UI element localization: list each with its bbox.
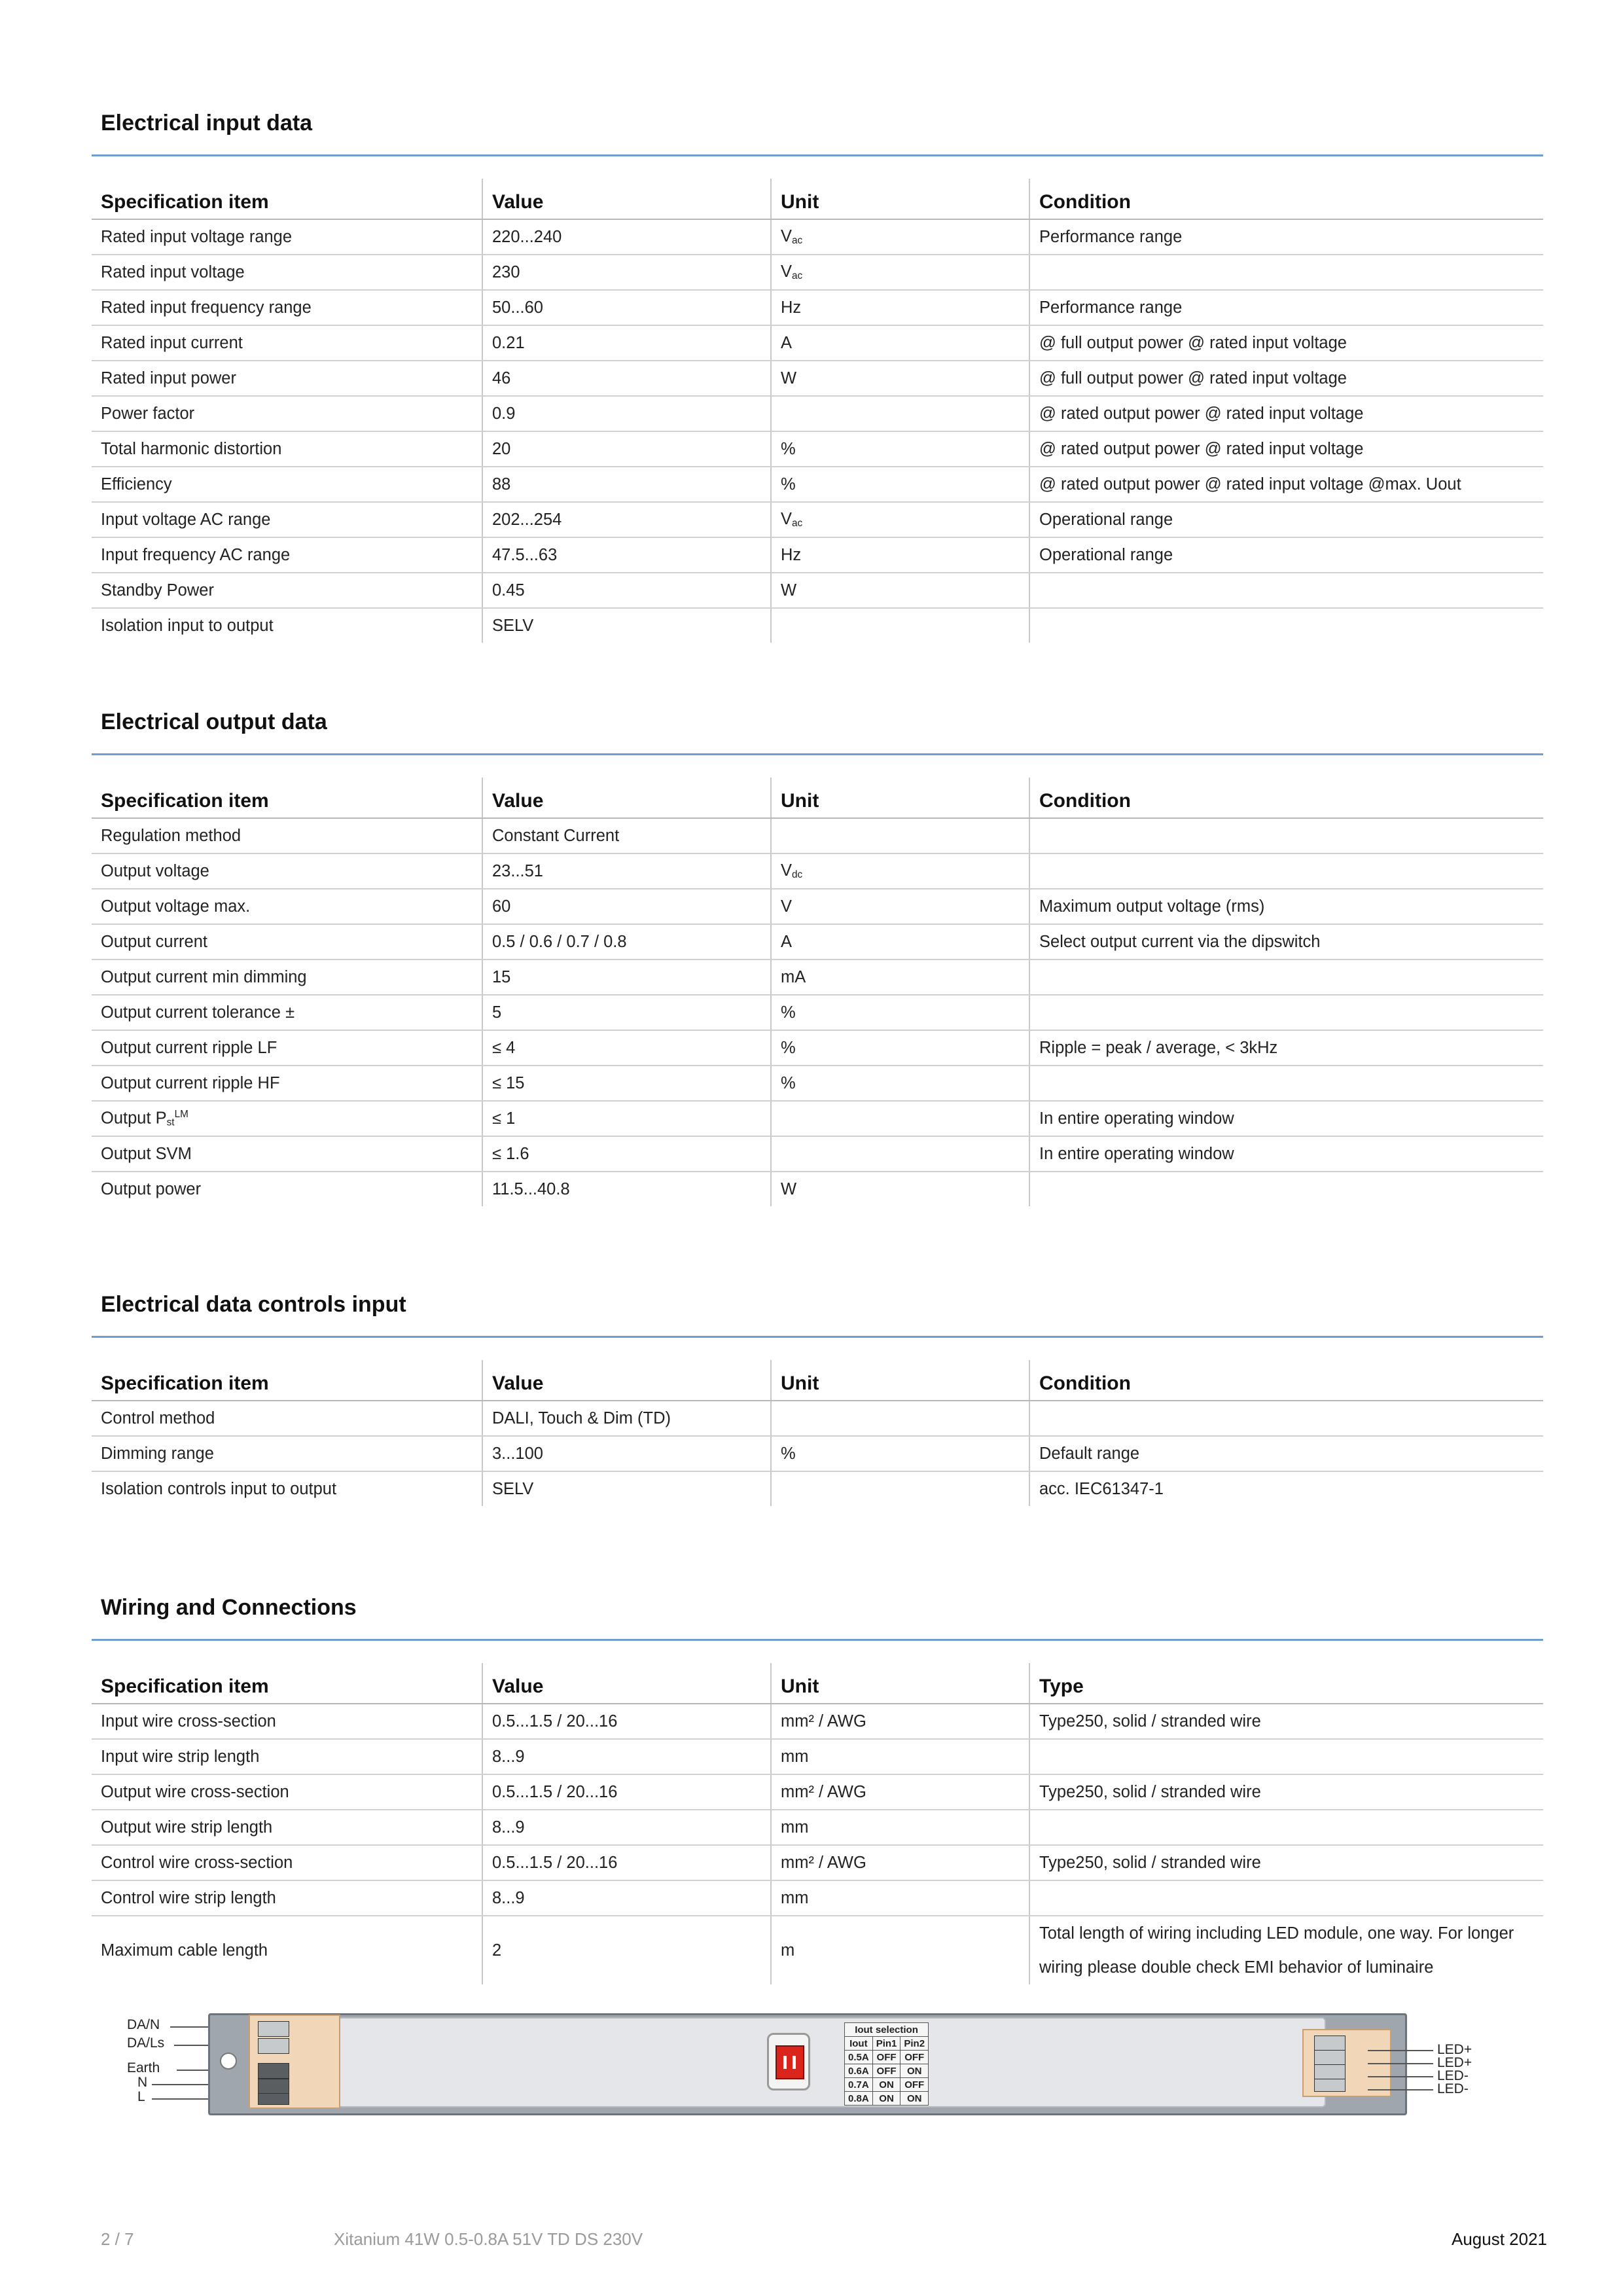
condition-cell [1029,1066,1543,1101]
table-row [92,290,1543,325]
unit-cell: % [771,1030,1029,1066]
spec-item-cell: Input wire strip length [92,1739,482,1774]
col-header-condition: Condition [1029,778,1543,818]
value-cell: SELV [482,1471,771,1506]
unit-cell: mm [771,1810,1029,1845]
condition-cell [1029,1401,1543,1436]
value-cell: 230 [482,255,771,290]
wiring-table-body [92,1704,1543,1984]
col-header-unit: Unit [771,179,1029,219]
wiring-table [92,1663,1543,1984]
unit-cell: $V_{ac}$ [771,502,1029,537]
spec-item-cell: Isolation controls input to output [101,1479,337,1498]
value-cell: 202...254 [482,502,771,537]
table-row [92,1436,1543,1471]
unit-cell: A [771,924,1029,960]
unit-cell [771,396,1029,431]
condition-cell [1029,1810,1543,1845]
col-header-item: Specification item [92,1663,482,1704]
unit-cell: m [771,1916,1029,1984]
table-row [92,1136,1543,1172]
unit-cell [771,608,1029,643]
col-header-value: Value [482,1360,771,1401]
spec-item-cell: Rated input frequency range [92,290,482,325]
unit-cell: mm² / AWG [771,1845,1029,1880]
condition-cell [1029,1880,1543,1916]
table-row [92,995,1543,1030]
condition-cell: Maximum output voltage (rms) [1029,889,1543,924]
table-row [92,1401,1543,1436]
col-header-value: Value [482,179,771,219]
unit-cell: % [771,431,1029,467]
table-row [92,853,1543,889]
iout-row: 0.7A ON OFF [845,2078,929,2092]
col-header-condition: Condition [1029,1360,1543,1401]
spec-item-cell: Standby Power [92,573,482,608]
unit-cell: W [771,361,1029,396]
unit-cell: W [771,1172,1029,1206]
label-earth: Earth [127,2060,160,2075]
value-cell: 60 [482,889,771,924]
value-cell: DALI, Touch & Dim (TD) [482,1401,771,1436]
condition-cell: Operational range [1029,502,1543,537]
spec-item-cell: Output wire cross-section [92,1774,482,1810]
iout-header: Pin2 [901,2037,929,2051]
value-cell: ≤ 15 [482,1066,771,1101]
unit-cell: $V_{dc}$ [771,853,1029,889]
spec-item-cell: Maximum cable length [101,1941,268,1960]
table-row [92,1030,1543,1066]
table-row [92,573,1543,608]
table-row [92,608,1543,643]
condition-cell: Ripple = peak / average, < 3kHz [1029,1030,1543,1066]
value-cell: 8...9 [482,1739,771,1774]
table-row [92,1704,1543,1739]
output-table-body [92,818,1543,1206]
unit-cell: % [771,1066,1029,1101]
spec-item-cell: Output current [92,924,482,960]
table-row [92,325,1543,361]
controls-table-body [92,1401,1543,1506]
condition-cell: Select output current via the dipswitch [1029,924,1543,960]
table-row [92,537,1543,573]
col-header-unit: Unit [771,778,1029,818]
unit-cell: mm² / AWG [771,1774,1029,1810]
col-header-condition: Condition [1029,179,1543,219]
label-led-plus-2: LED+ [1437,2055,1472,2070]
label-da-n: DA/N [127,2017,160,2032]
condition-cell [1029,255,1543,290]
unit-cell [771,1136,1029,1172]
spec-item-cell: Rated input power [92,361,482,396]
output-table [92,778,1543,1206]
spec-item-cell: Rated input current [92,325,482,361]
unit-cell: $V_{ac}$ [771,255,1029,290]
spec-item-cell: Power factor [92,396,482,431]
page-number: 2 / 7 [101,2229,134,2249]
condition-cell: Type250, solid / stranded wire [1029,1845,1543,1880]
value-cell: ≤ 4 [482,1030,771,1066]
condition-cell [1029,1172,1543,1206]
col-header-item: Specification item [92,778,482,818]
condition-cell [1029,853,1543,889]
value-cell: 3...100 [482,1436,771,1471]
condition-cell: @ full output power @ rated input voltage [1029,361,1543,396]
unit-cell: A [771,325,1029,361]
spec-item-cell: Control wire cross-section [92,1845,482,1880]
table-row [92,219,1543,255]
value-cell: 47.5...63 [482,537,771,573]
section-controls-input [92,1273,1543,1506]
unit-cell: Hz [771,537,1029,573]
table-row [92,396,1543,431]
spec-item-cell: Input frequency AC range [92,537,482,573]
spec-item-cell: Efficiency [92,467,482,502]
spec-item-cell: Output SVM [92,1136,482,1172]
table-row [92,1739,1543,1774]
spec-item-cell: Rated input voltage range [92,219,482,255]
unit-cell [771,818,1029,853]
condition-cell: Total length of wiring including LED module, one way. For longer wiring please double check EMI behavior of luminaire [1029,1916,1543,1984]
table-row [92,924,1543,960]
table-row [92,1916,1543,1984]
value-cell: 0.21 [482,325,771,361]
value-cell: 220...240 [482,219,771,255]
condition-cell: In entire operating window [1029,1136,1543,1172]
table-row [92,1471,1543,1506]
label-n: N [137,2075,148,2090]
value-cell: 20 [482,431,771,467]
table-row [92,818,1543,853]
dip-switch[interactable] [767,2033,810,2090]
condition-cell [1029,818,1543,853]
input-table [92,179,1543,643]
unit-cell: $V_{ac}$ [771,219,1029,255]
col-header-unit: Unit [771,1663,1029,1704]
table-row [92,431,1543,467]
value-cell: 0.5...1.5 / 20...16 [482,1704,771,1739]
value-cell: 8...9 [482,1880,771,1916]
input-terminal-block [249,2015,340,2109]
unit-cell: mm [771,1739,1029,1774]
condition-cell: Operational range [1029,537,1543,573]
unit-cell [771,1101,1029,1136]
unit-cell: % [771,995,1029,1030]
value-cell: 8...9 [482,1810,771,1845]
product-name: Xitanium 41W 0.5-0.8A 51V TD DS 230V [334,2229,643,2249]
spec-item-cell: Isolation input to output [101,616,274,635]
section-title: Electrical input data [92,92,1543,156]
value-cell: 88 [482,467,771,502]
section-electrical-input [92,92,1543,643]
table-row [92,1101,1543,1136]
value-cell: 50...60 [482,290,771,325]
table-row [92,960,1543,995]
condition-cell: @ rated output power @ rated input voltage [1029,396,1543,431]
spec-item-cell: Control method [92,1401,482,1436]
spec-item-cell: Dimming range [92,1436,482,1471]
unit-cell: mm [771,1880,1029,1916]
value-cell: 2 [482,1916,771,1984]
value-cell: 15 [482,960,771,995]
condition-cell [1029,573,1543,608]
table-row [92,1774,1543,1810]
wiring-diagram [124,2003,1486,2121]
unit-cell: mA [771,960,1029,995]
condition-cell: Performance range [1029,219,1543,255]
table-row [92,361,1543,396]
label-led-minus-1: LED- [1437,2068,1469,2083]
doc-date: August 2021 [1452,2229,1548,2249]
condition-cell: @ rated output power @ rated input voltage [1029,431,1543,467]
label-led-minus-2: LED- [1437,2081,1469,2096]
col-header-unit: Unit [771,1360,1029,1401]
value-cell: 0.9 [482,396,771,431]
condition-cell: @ full output power @ rated input voltage [1029,325,1543,361]
condition-cell: acc. IEC61347-1 [1029,1471,1543,1506]
value-cell: 0.5 / 0.6 / 0.7 / 0.8 [482,924,771,960]
spec-item-cell: Output current ripple LF [92,1030,482,1066]
controls-table [92,1360,1543,1506]
unit-cell [771,1401,1029,1436]
spec-item-cell: Output wire strip length [92,1810,482,1845]
value-cell: 0.5...1.5 / 20...16 [482,1845,771,1880]
spec-item-cell: Input wire cross-section [92,1704,482,1739]
unit-cell: W [771,573,1029,608]
unit-cell: V [771,889,1029,924]
condition-cell [1029,608,1543,643]
iout-row: 0.5A OFF OFF [845,2051,929,2064]
section-wiring [92,1576,1543,1984]
spec-item-cell: Output voltage max. [92,889,482,924]
iout-row: 0.8A ON ON [845,2092,929,2106]
condition-cell: Type250, solid / stranded wire [1029,1774,1543,1810]
value-cell: 5 [482,995,771,1030]
condition-cell: Performance range [1029,290,1543,325]
unit-cell: Hz [771,290,1029,325]
spec-item-cell: Regulation method [92,818,482,853]
iout-selection-table [844,2022,929,2106]
value-cell: 0.45 [482,573,771,608]
section-title: Electrical output data [92,691,1543,755]
condition-cell: @ rated output power @ rated input voltage @max. Uout [1029,467,1543,502]
value-cell: 23...51 [482,853,771,889]
iout-row: 0.6A OFF ON [845,2064,929,2078]
unit-cell: % [771,467,1029,502]
value-cell: 0.5...1.5 / 20...16 [482,1774,771,1810]
value-cell: Constant Current [482,818,771,853]
table-row [92,1172,1543,1206]
condition-cell: In entire operating window [1029,1101,1543,1136]
spec-item-cell: Output current ripple HF [92,1066,482,1101]
spec-item-cell: Total harmonic distortion [92,431,482,467]
col-header-item: Specification item [92,179,482,219]
value-cell: ≤ 1 [482,1101,771,1136]
driver-label-panel [338,2017,1326,2108]
table-row [92,467,1543,502]
input-table-body [92,219,1543,643]
table-row [92,1880,1543,1916]
value-cell: ≤ 1.6 [482,1136,771,1172]
label-da-ls: DA/Ls [127,2036,165,2051]
iout-header: Iout [845,2037,873,2051]
unit-cell [771,1471,1029,1506]
col-header-value: Value [482,1663,771,1704]
spec-item-cell: Rated input voltage [92,255,482,290]
col-header-type: Type [1029,1663,1543,1704]
unit-cell: mm² / AWG [771,1704,1029,1739]
spec-item-cell: Output $P_{st}^{LM}$ [92,1101,482,1136]
table-row [92,889,1543,924]
spec-item-cell: Output voltage [92,853,482,889]
iout-header: Pin1 [872,2037,901,2051]
table-row [92,1810,1543,1845]
spec-item-cell: Output current min dimming [92,960,482,995]
condition-cell [1029,960,1543,995]
col-header-value: Value [482,778,771,818]
condition-cell: Default range [1029,1436,1543,1471]
spec-item-cell: Control wire strip length [92,1880,482,1916]
table-row [92,502,1543,537]
iout-title: Iout selection [845,2023,929,2037]
condition-cell [1029,995,1543,1030]
value-cell: 11.5...40.8 [482,1172,771,1206]
value-cell: 46 [482,361,771,396]
section-title: Electrical data controls input [92,1273,1543,1338]
value-cell: SELV [482,608,771,643]
spec-item-cell: Output current tolerance ± [92,995,482,1030]
label-l: L [137,2089,145,2104]
condition-cell: Type250, solid / stranded wire [1029,1704,1543,1739]
unit-cell: % [771,1436,1029,1471]
table-row [92,1845,1543,1880]
col-header-item: Specification item [92,1360,482,1401]
section-electrical-output [92,691,1543,1206]
mounting-hole [220,2053,237,2070]
spec-item-cell: Input voltage AC range [92,502,482,537]
section-title: Wiring and Connections [92,1576,1543,1641]
table-row [92,1066,1543,1101]
table-row [92,255,1543,290]
label-led-plus-1: LED+ [1437,2042,1472,2057]
spec-item-cell: Output power [101,1179,202,1198]
condition-cell [1029,1739,1543,1774]
